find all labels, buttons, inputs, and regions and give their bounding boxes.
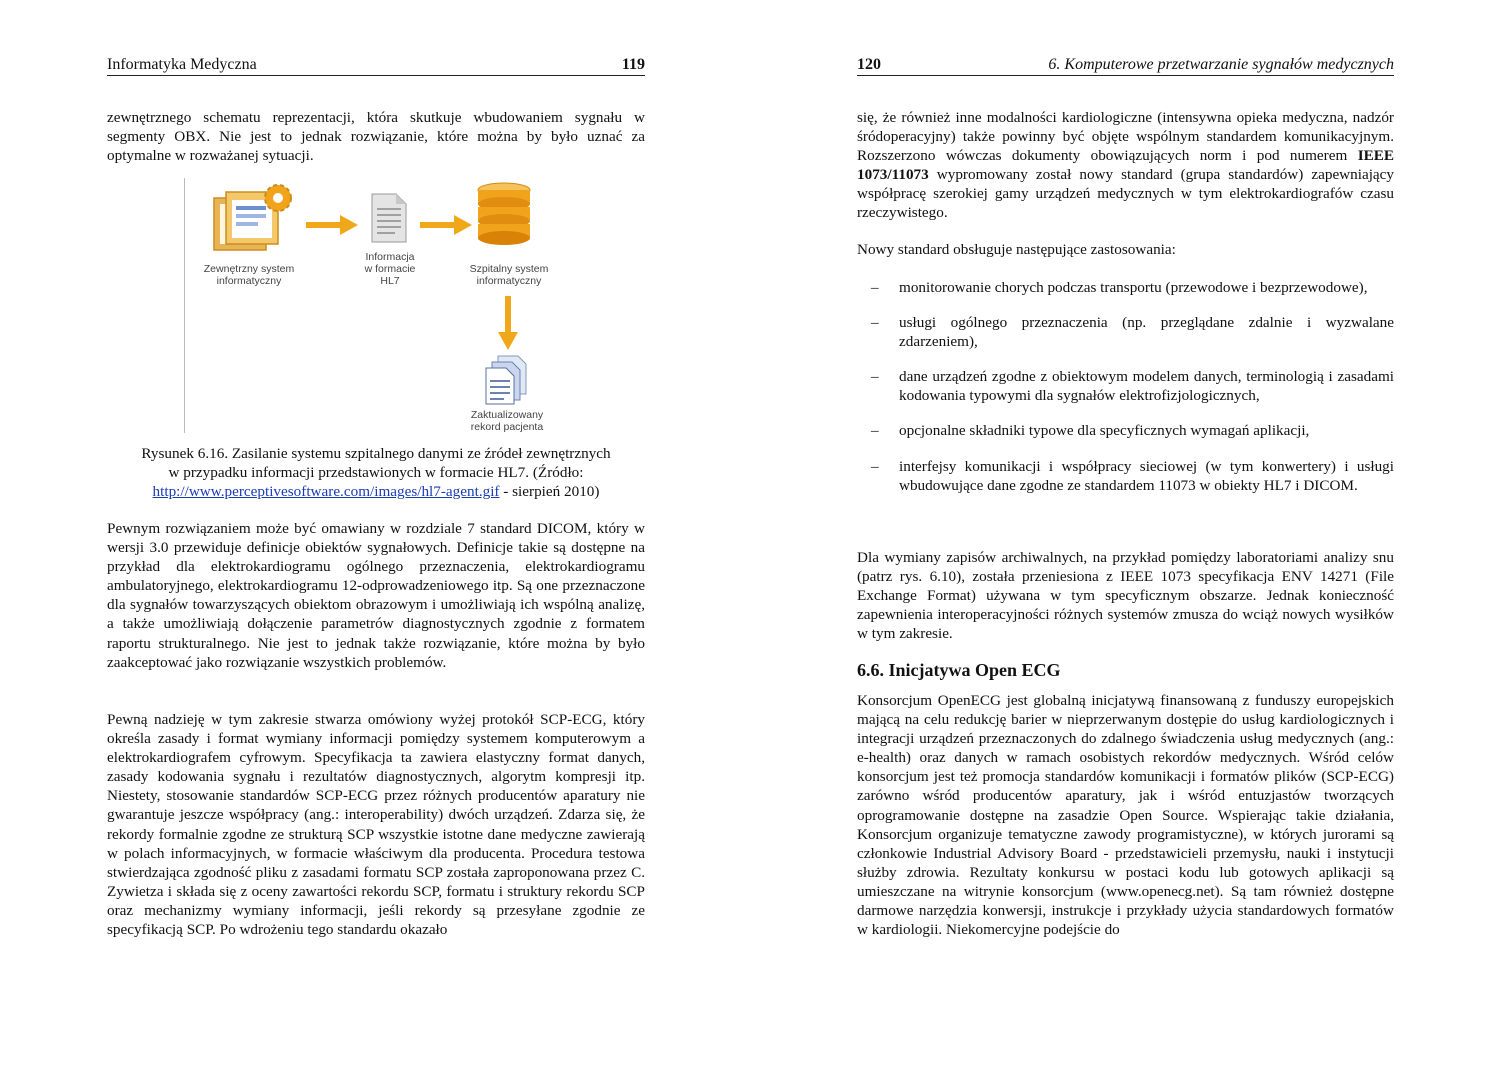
label-hospital-system: Szpitalny system informatyczny [469,263,549,287]
right-page-header [857,52,1394,76]
paragraph: Dla wymiany zapisów archiwalnych, na przykład pomiędzy laboratoriami analizy snu (patrz rys. 6.10), została przeniesiona z IEEE 1073 specyfikacja ENV 14271 (File Exchange Format) używana w tym specyficznym obszarze. Jednak konieczność zapewnienia interoperacyjności różnych systemów zmusza do wciąż nowych wysiłków w tym zakresie. [857,549,1394,643]
paragraph: Nowy standard obsługuje następujące zastosowania: [857,241,1176,258]
arrow-right-icon [420,214,472,236]
left-page [107,0,645,1066]
database-icon [474,182,534,254]
list-item: – interfejsy komunikacji i współpracy sieciowej (w tym konwertery) i usługi wbudowujące dane zgodne ze standardem 11073 w obiekty HL7 i DICOM. [871,457,1394,494]
page-number: 119 [621,56,645,73]
source-link[interactable]: http://www.perceptivesoftware.com/images/hl7-agent.gif [152,483,500,501]
figure-border [184,178,185,433]
chapter-title: 6. Komputerowe przetwarzanie sygnałów medycznych [1048,56,1394,73]
arrow-down-icon [497,296,519,350]
arrow-right-icon [306,214,358,236]
figure-caption: Rysunek 6.16. Zasilanie systemu szpitalnego danymi ze źródeł zewnętrznych w przypadku informacji przedstawionych w formacie HL7. (Źródło: http://www.perceptivesoftware.com/images/hl7-agent.gif - sierpień 2010) [141,445,611,501]
paragraph: Pewnym rozwiązaniem może być omawiany w rozdziale 7 standard DICOM, który w wersji 3.0 przewiduje definicje obiektów sygnałowych. Definicje takie są dostępne na przykład dla elektrokardiogramu ogólnego przeznaczenia, elektrokardiogramu ambulatoryjnego, elektrokardiogramu 12-odprowadzeniowego itp. Są one przeznaczone dla sygnałów towarzyszących obiektom obrazowym i umożliwiają ich wspólną analizę, a także umożliwiają dołączenie parametrów diagnostycznych zgodnie z formatem raportu strukturalnego. Nie jest to jednak także rozwiązanie, które można by było zaakceptować jako rozwiązanie wszystkich problemów. [107,520,645,671]
running-title: Informatyka Medyczna [107,56,257,73]
list-item: – usługi ogólnego przeznaczenia (np. przeglądane zdalnie i wyzwalane zdarzeniem), [871,314,1394,351]
page-number: 120 [857,56,881,73]
applications-list [857,278,1394,495]
section-heading: 6.6. Inicjatywa Open ECG [857,660,1061,680]
paragraph: zewnętrznego schematu reprezentacji, która skutkuje wbudowaniem sygnału w segmenty OBX. Nie jest to jednak rozwiązanie, które można by było uznać za optymalne w rozważanej sytuacji. [107,109,645,165]
paragraph: się, że również inne modalności kardiologiczne (intensywna opieka medyczna, nadzór śródoperacyjny) także powinny być objęte wspólnym standardem komunikacyjnym. Rozszerzono wówczas dokumenty obowiązujących norm i pod numerem IEEE 1073/11073 wypromowany został nowy standard (grupa standardów) zapewniający współpracę szerokiej gamy urządzeń medycznych w tym elektrokardiografów czasu rzeczywistego. [857,109,1394,222]
patient-record-icon [484,354,530,406]
label-hl7-info: Informacja w formacie HL7 [364,251,416,287]
list-item: – opcjonalne składniki typowe dla specyficznych wymagań aplikacji, [871,422,1310,440]
external-system-icon [212,180,300,256]
right-page [857,0,1394,1066]
list-item: – monitorowanie chorych podczas transportu (przewodowe i bezprzewodowe), [871,279,1368,296]
list-item: – dane urządzeń zgodne z obiektowym modelem danych, terminologią i zasadami kodowania typowymi dla sygnałów elektrofizjologicznych, [871,368,1394,405]
label-updated-record: Zaktualizowany rekord pacjenta [470,409,544,433]
left-page-header [107,52,645,76]
paragraph: Pewną nadzieję w tym zakresie stwarza omówiony wyżej protokół SCP-ECG, który określa zasady i format wymiany informacji pomiędzy systemem komputerowym a elektrokardiografem cyfrowym. Specyfikacja ta zawiera elastyczny format danych, zasady kodowania sygnału i rezultatów diagnostycznych, algorytm kompresji itp. Niestety, stosowanie standardów SCP-ECG przez różnych producentów aparatury nie gwarantuje jeszcze współpracy (ang.: interoperability) dwóch urządzeń. Zdarza się, że rekordy formalnie zgodne ze strukturą SCP wszystkie istotne dane medyczne zawierają w polach informacyjnych, w formacie właściwym dla producenta. Procedura testowa stwierdzająca zgodność pliku z zasadami formatu SCP została zaproponowana przez C. Zywietza i składa się z oceny zawartości rekordu SCP, formatu i struktury rekordu SCP oraz mechanizmy wymiany informacji, jeśli rekordy są przesyłane zgodnie ze specyfikacją SCP. Po wdrożeniu tego standardu okazało [107,711,645,939]
label-external-system: Zewnętrzny system informatyczny [203,263,295,287]
standard-number: IEEE 1073/11073 [857,147,1394,184]
document-icon [366,192,410,244]
paragraph: Konsorcjum OpenECG jest globalną inicjatywą finansowaną z funduszy europejskich mającą na celu redukcję barier w nieprzerwanym dostępie do usług kardiologicznych i integracji urządzeń przeznaczonych do zdalnego świadczenia usług medycznych (ang.: e-health) oraz danych w ramach osobistych rekordów medycznych. Wśród celów konsorcjum jest też promocja standardów komunikacji i formatów plików (SCP-ECG) zarówno wśród producentów aparatury, jak i wśród entuzjastów tworzących oprogramowanie dostępne na zasadzie Open Source. Wspierając takie działania, Konsorcjum organizuje tematyczne zawody programistyczne), w których jurorami są członkowie Industrial Advisory Board - przedstawicieli przemysłu, nauki i instytucji służby zdrowia. Rezultaty konkursu w postaci kodu lub gotowych aplikacji są umieszczane na witrynie konsorcjum (www.openecg.net). Są tam również dostępne darmowe narzędzia konwersji, instrukcje i przykłady użycia standardowych formatów w kardiologii. Niekomercyjne podejście do [857,692,1394,939]
figure-hl7-diagram [184,178,564,436]
